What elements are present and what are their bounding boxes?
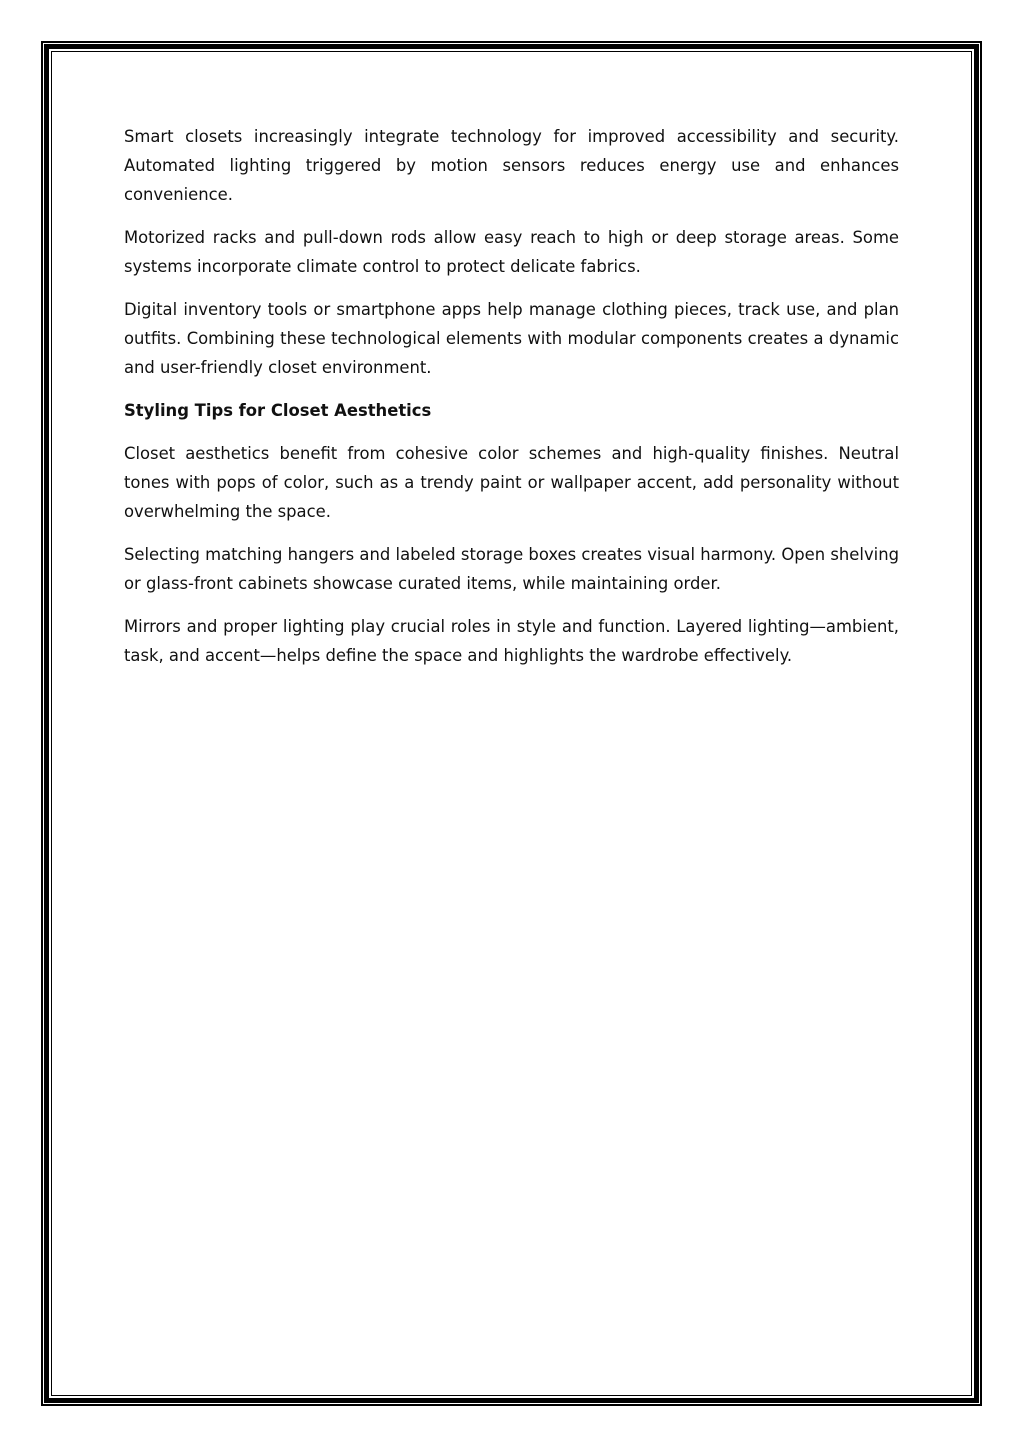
paragraph-color-schemes: Closet aesthetics benefit from cohesive color schemes and high-quality finishes. Neutral tones with pops of color, such as a trendy paint or wallpaper accent, add personality without overwhelming the space. (124, 444, 899, 521)
section-heading: Styling Tips for Closet Aesthetics (124, 401, 432, 420)
paragraph-digital-inventory: Digital inventory tools or smartphone apps help manage clothing pieces, track use, and plan outfits. Combining these technological elements with modular components creates a dynamic and user-friendly closet environment. (124, 300, 899, 377)
paragraph-matching-hangers: Selecting matching hangers and labeled storage boxes creates visual harmony. Open shelving or glass-front cabinets showcase curated items, while maintaining order. (124, 545, 899, 593)
paragraph-smart-closets: Smart closets increasingly integrate technology for improved accessibility and security. Automated lighting triggered by motion sensors reduces energy use and enhances convenience. (124, 127, 899, 204)
paragraph-motorized-racks: Motorized racks and pull-down rods allow easy reach to high or deep storage areas. Some systems incorporate climate control to protect delicate fabrics. (124, 228, 899, 276)
paragraph-mirrors-lighting: Mirrors and proper lighting play crucial roles in style and function. Layered lighting—ambient, task, and accent—helps define the space and highlights the wardrobe effectively. (124, 617, 899, 665)
document-body (124, 122, 899, 684)
